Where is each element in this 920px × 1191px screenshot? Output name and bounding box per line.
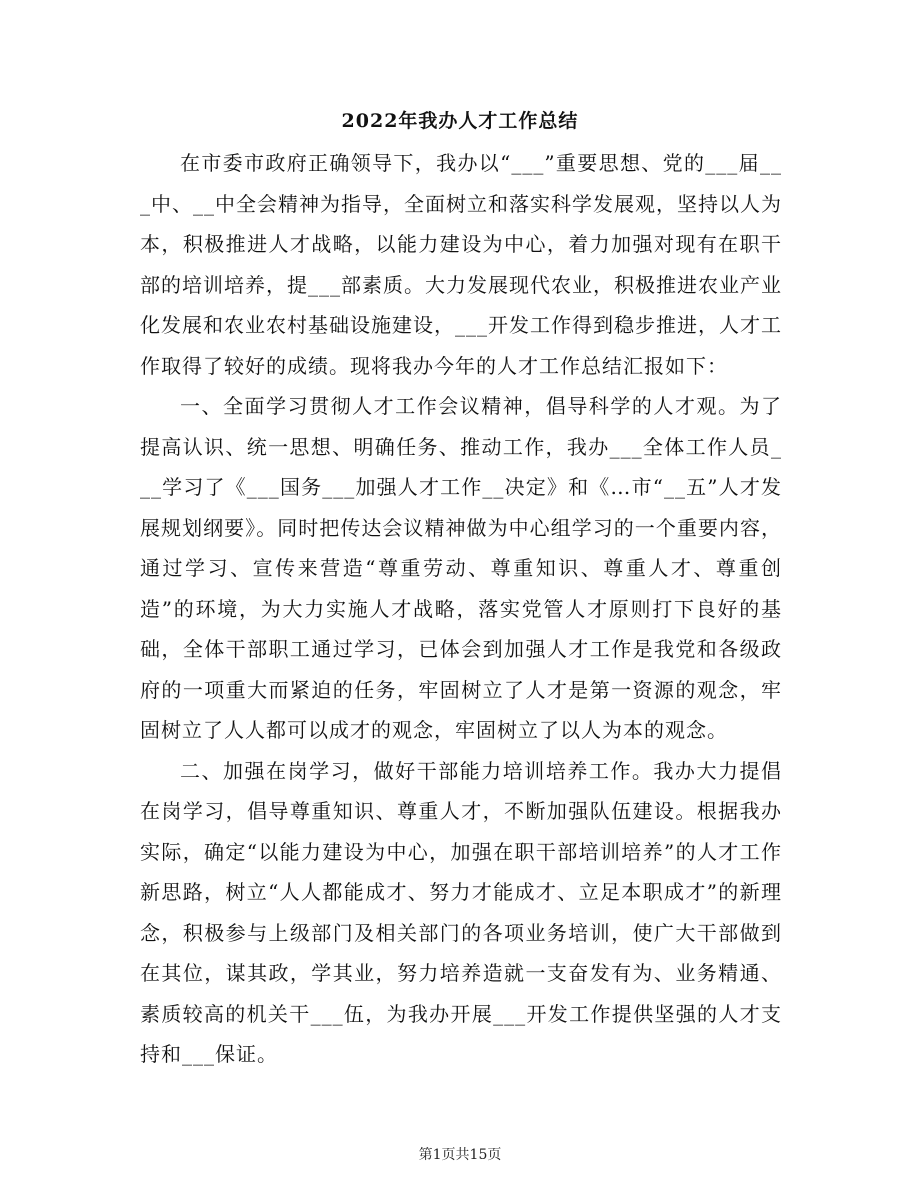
paragraph-intro: 在市委市政府正确领导下，我办以“___”重要思想、党的___届___中、__中全会精神为指导，全面树立和落实科学发展观，坚持以人为本，积极推进人才战略，以能力建设为中心，着力加强对现有在职干部的培训培养，提___部素质。大力发展现代农业，积极推进农业产业化发展和农业农村基础设施建设，___开发工作得到稳步推进，人才工作取得了较好的成绩。现将我办今年的人才工作总结汇报如下：	[140, 151, 782, 378]
paragraph-section-one: 一、全面学习贯彻人才工作会议精神，倡导科学的人才观。为了提高认识、统一思想、明确任务、推动工作，我办___全体工作人员___学习了《___国务___加强人才工作__决定》和《…市“__五”人才发展规划纲要》。同时把传达会议精神做为中心组学习的一个重要内容，通过学习、宣传来营造“尊重劳动、尊重知识、尊重人才、尊重创造”的环境，为大力实施人才战略，落实党管人才原则打下良好的基础，全体干部职工通过学习，已体会到加强人才工作是我党和各级政府的一项重大而紧迫的任务，牢固树立了人才是第一资源的观念，牢固树立了人人都可以成才的观念，牢固树立了以人为本的观念。	[140, 394, 782, 742]
page-number-footer: 第1页共15页	[418, 1147, 502, 1163]
document-title: 2022年我办人才工作总结	[341, 110, 579, 132]
paragraph-section-two: 二、加强在岗学习，做好干部能力培训培养工作。我办大力提倡在岗学习，倡导尊重知识、尊重人才，不断加强队伍建设。根据我办实际，确定“以能力建设为中心，加强在职干部培训培养”的人才工作新思路，树立“人人都能成才、努力才能成才、立足本职成才”的新理念，积极参与上级部门及相关部门的各项业务培训，使广大干部做到在其位，谋其政，学其业，努力培养造就一支奋发有为、业务精通、素质较高的机关干___伍，为我办开展___开发工作提供坚强的人才支持和___保证。	[140, 758, 782, 1066]
document-body	[140, 143, 782, 1075]
